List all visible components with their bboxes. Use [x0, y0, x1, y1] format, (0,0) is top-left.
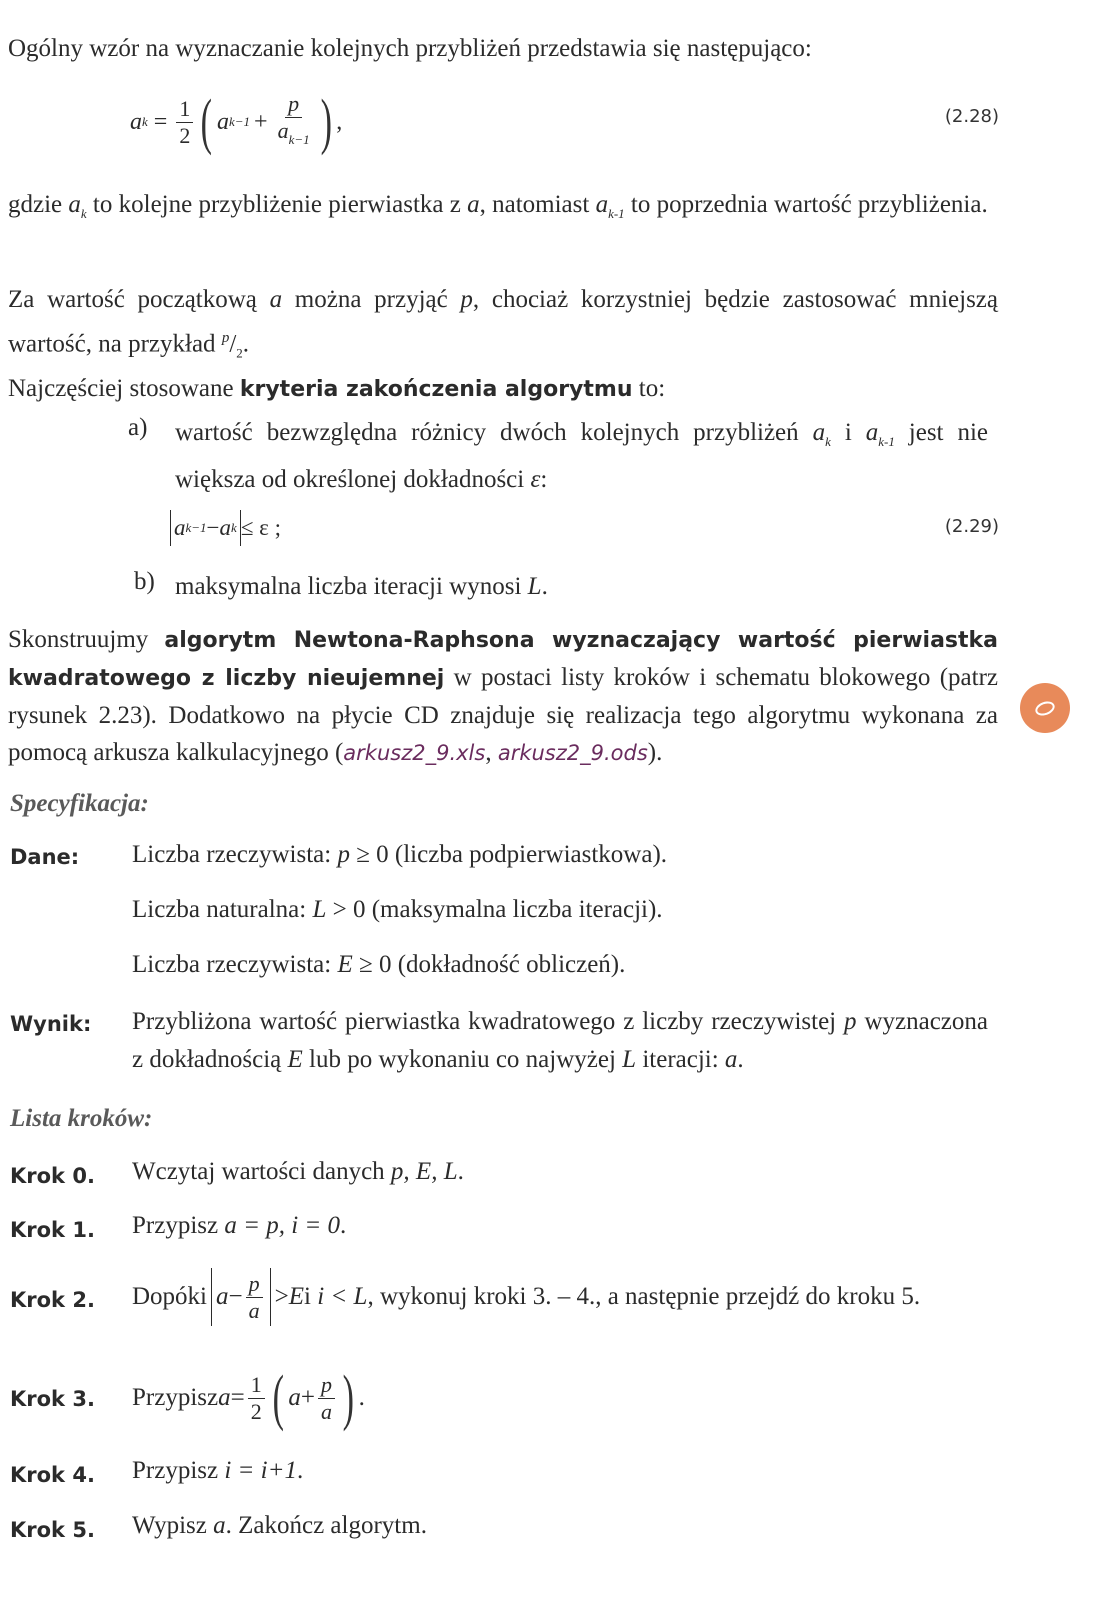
dane-label: Dane: — [10, 845, 80, 869]
step-4-label: Krok 4. — [10, 1463, 95, 1487]
paragraph-initial-value: Za wartość początkową a można przyjąć p, chociaż korzystniej będzie zastosować mniejszą wartość, na przykład $^p/_2$. — [8, 286, 998, 361]
eq-lhs-sub: k — [142, 114, 148, 129]
paragraph-definition: gdzie $a_k$ to kolejne przybliżenie pierwiastka z a, natomiast $a_{k-1}$ to poprzednia wartość przybliżenia. — [8, 191, 988, 221]
criterion-a-marker: a) — [128, 414, 148, 441]
criterion-a-text: wartość bezwzględna różnicy dwóch kolejnych przybliżeń $a_k$ i $a_{k-1}$ jest nie większa od określonej dokładności ε: — [175, 419, 988, 493]
wynik-label: Wynik: — [10, 1012, 92, 1036]
step-0-label: Krok 0. — [10, 1164, 95, 1188]
dane-item-3: Liczba rzeczywista: E ≥ 0 (dokładność obliczeń). — [132, 951, 626, 978]
step-5-label: Krok 5. — [10, 1518, 95, 1542]
cd-disc-icon — [1020, 683, 1070, 733]
step-3-label: Krok 3. — [10, 1387, 95, 1411]
step-0-text: Wczytaj wartości danych p, E, L. — [132, 1158, 464, 1185]
eq-half: $\frac{1}{2}$ — [176, 96, 193, 149]
dane-item-1: Liczba rzeczywista: p ≥ 0 (liczba podpierwiastkowa). — [132, 841, 668, 868]
intro-text: Ogólny wzór na wyznaczanie kolejnych przybliżeń przedstawia się następująco: — [8, 35, 812, 62]
equation-2-29: a k−1 − a k ≤ ε ; — [170, 506, 281, 550]
equation-2-28: a k = $\frac{1}{2}$ ( a k−1 + $\frac{p}{a_{k-1}}$ ) , — [130, 88, 343, 156]
eq-frac: $\frac{p}{a_{k-1}}$ — [277, 91, 310, 147]
step-1-label: Krok 1. — [10, 1218, 95, 1242]
criterion-b-marker: b) — [134, 568, 155, 595]
dane-item-2: Liczba naturalna: L > 0 (maksymalna liczba iteracji). — [132, 896, 663, 923]
equation-number-2-29: (2.29) — [944, 516, 999, 537]
paragraph-criteria-intro: Najczęściej stosowane kryteria zakończenia algorytmu to: — [8, 375, 666, 402]
step-3-text: Przypisz a = $\frac{1}{2}$ ( a + $\frac{p}{a}$ ) . — [132, 1364, 365, 1432]
step-1-text: Przypisz a = p, i = 0. — [132, 1212, 347, 1239]
step-5-text: Wypisz a. Zakończ algorytm. — [132, 1512, 427, 1539]
eq-lhs: a — [130, 108, 142, 135]
criterion-b-text: maksymalna liczba iteracji wynosi L. — [175, 573, 548, 600]
file-link-ods[interactable]: arkusz2_9.ods — [497, 741, 648, 765]
file-link-xls[interactable]: arkusz2_9.xls — [343, 741, 486, 765]
wynik-text: Przybliżona wartość pierwiastka kwadratowego z liczby rzeczywistej p wyznaczona z dokładnością E lub po wykonaniu co najwyżej L iteracji: a. — [132, 1008, 988, 1073]
step-2-text: Dopóki a − $\frac{p}{a}$ > E i i < L , wykonuj kroki 3. – 4., a następnie przejdź do kroku 5. — [132, 1262, 920, 1332]
step-2-label: Krok 2. — [10, 1288, 95, 1312]
specification-heading: Specyfikacja: — [10, 790, 149, 817]
steps-heading: Lista kroków: — [10, 1105, 153, 1132]
paragraph-algorithm: Skonstruujmy algorytm Newtona-Raphsona wyznaczający wartość pierwiastka kwadratowego z liczby nieujemnej w postaci listy kroków i schematu blokowego (patrz rysunek 2.23). Dodatkowo na płycie CD znajduje się realizacja tego algorytmu wykonana za pomocą arkusza kalkulacyjnego (arkusz2_9.xls, arkusz2_9.ods). — [8, 626, 998, 766]
eq-term1: a — [216, 108, 229, 135]
step-4-text: Przypisz i = i+1. — [132, 1457, 304, 1484]
equation-number-2-28: (2.28) — [944, 106, 999, 127]
